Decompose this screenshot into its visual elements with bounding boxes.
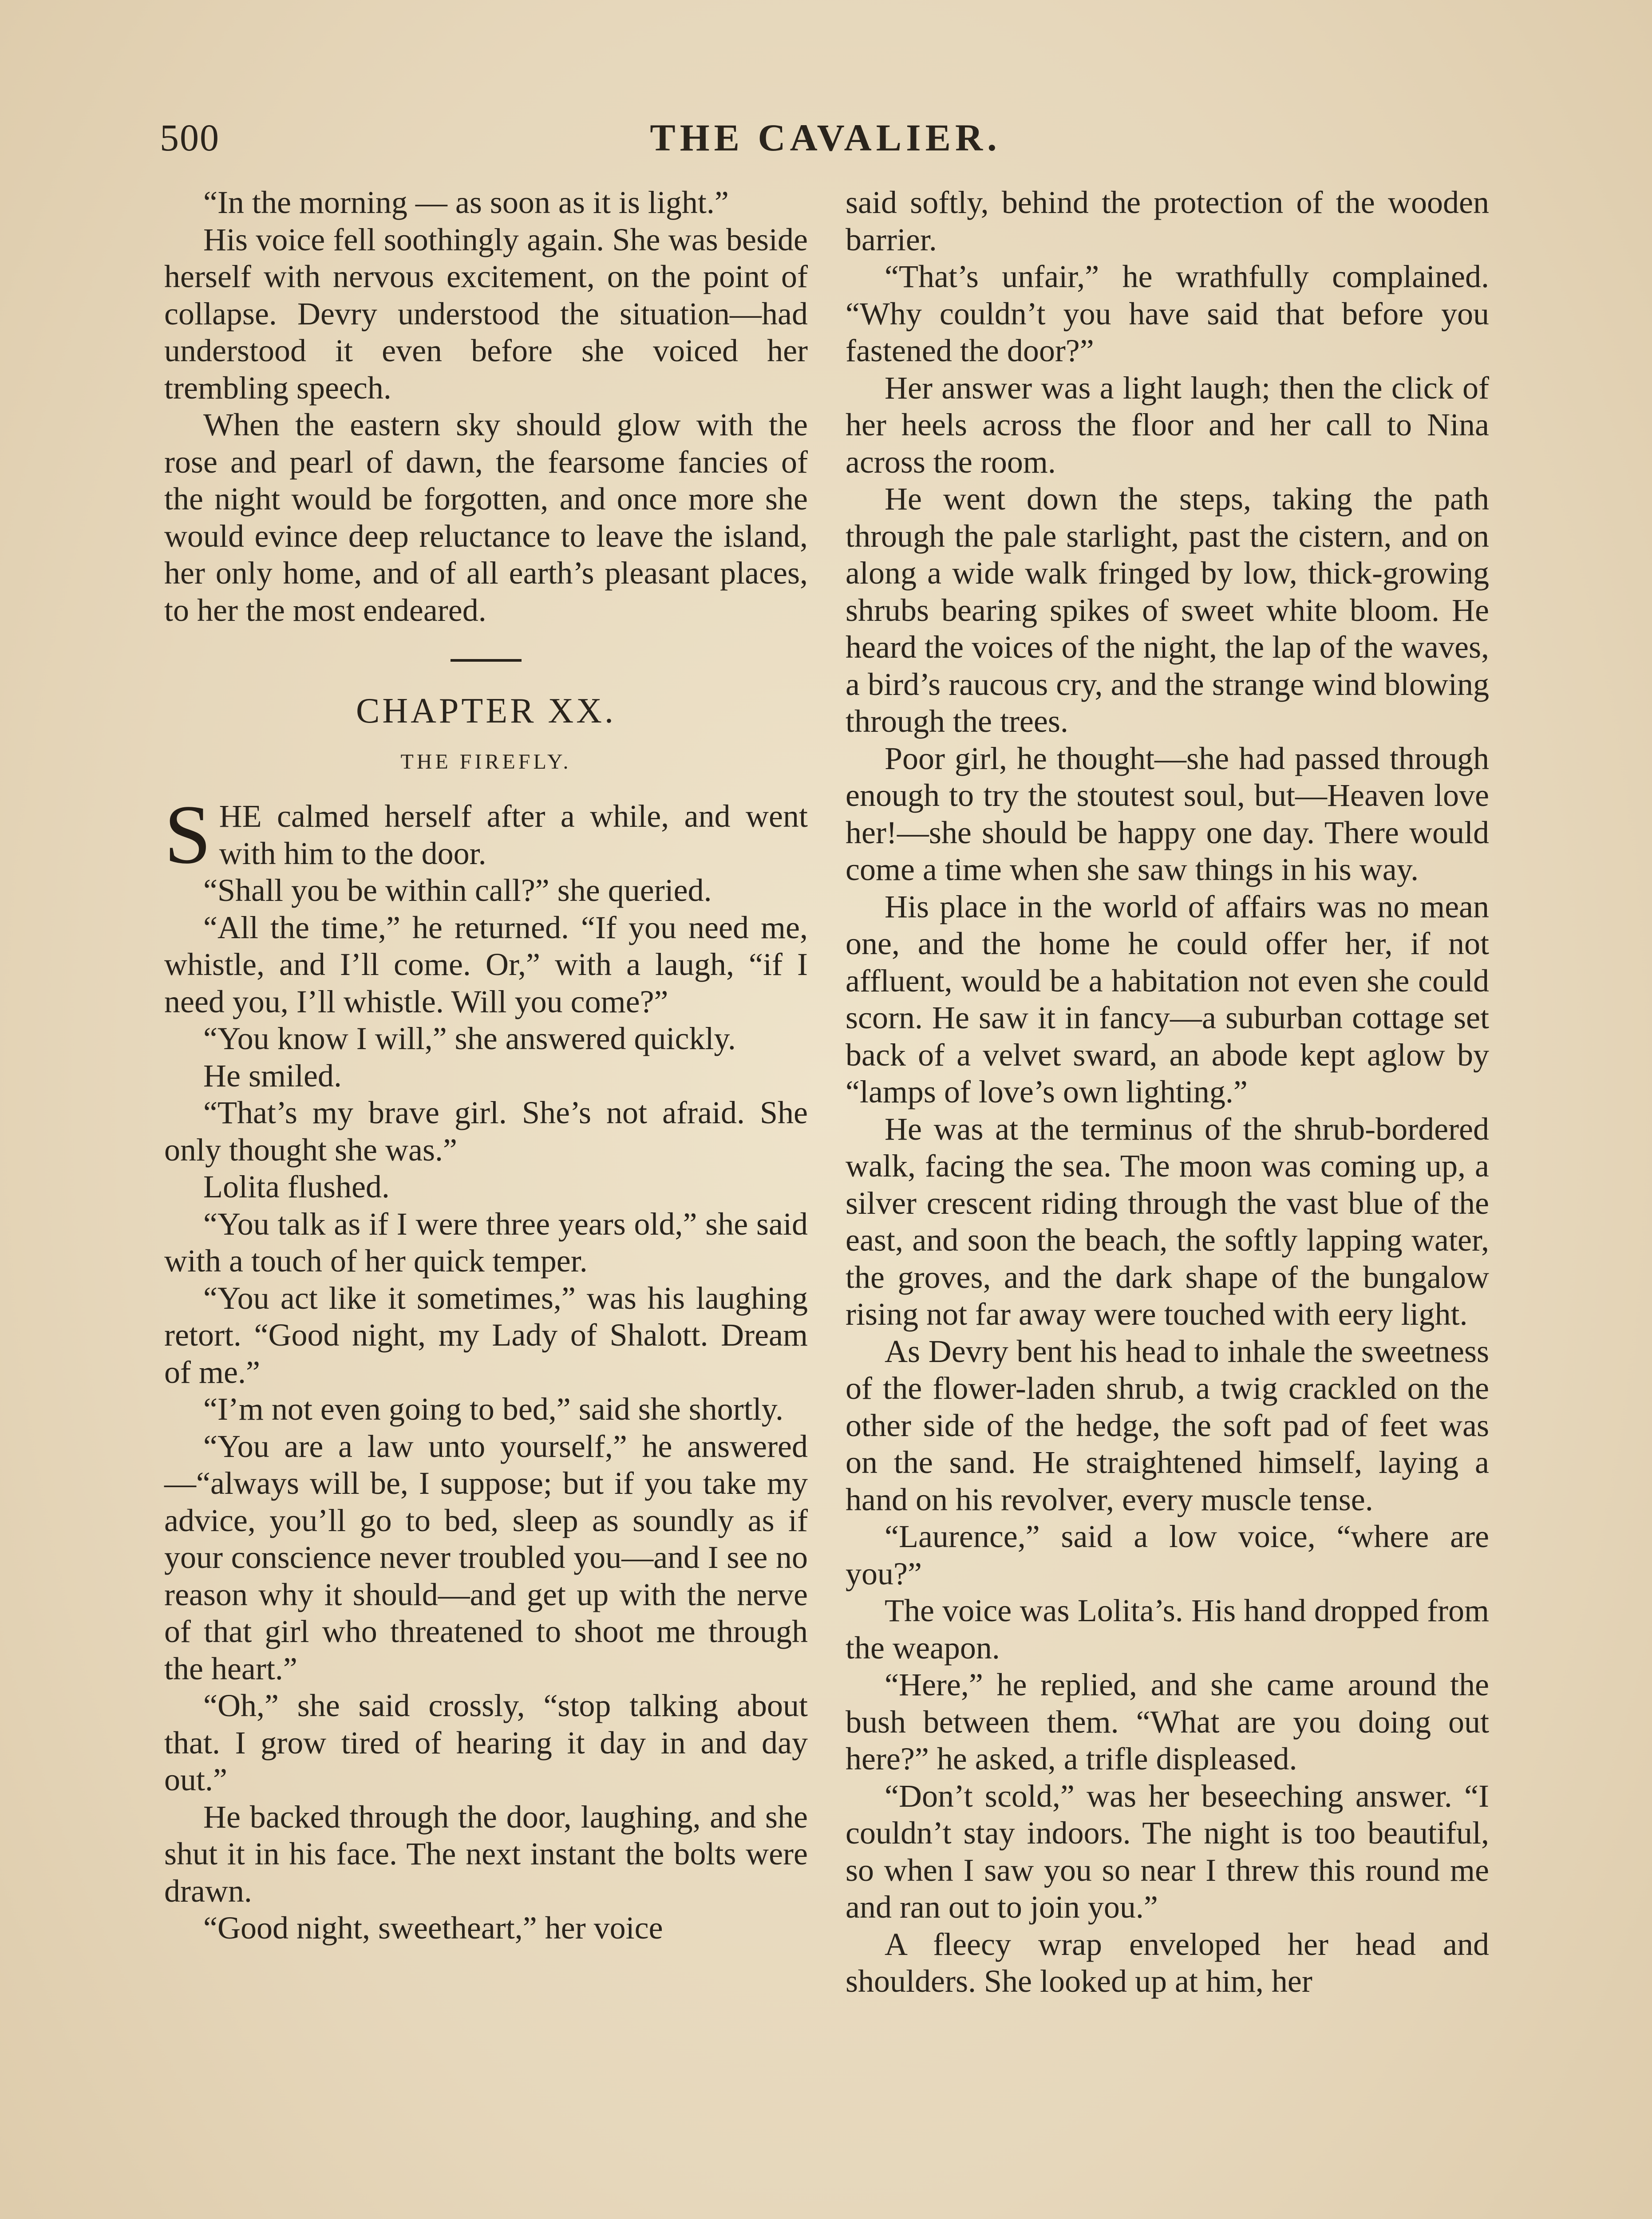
paragraph: As Devry bent his head to inhale the sweetness of the flower-laden shrub, a twig crackled on the other side of the hedge, the soft pad of feet was on the sand. He straightened himself, laying a hand on his revolver, every muscle tense. [846, 1333, 1489, 1517]
paragraph: Poor girl, he thought—she had passed through enough to try the stoutest soul, but—Heaven love her!—she should be happy one day. There would come a time when she saw things in his way. [846, 740, 1489, 887]
paragraph: “That’s my brave girl. She’s not afraid. She only thought she was.” [164, 1095, 808, 1168]
right-column [846, 184, 1489, 2000]
paragraph: “Oh,” she said crossly, “stop talking about that. I grow tired of hearing it day in and day out.” [164, 1688, 808, 1797]
paragraph: “In the morning — as soon as it is light.” [203, 185, 729, 220]
paragraph: The voice was Lolita’s. His hand dropped from the weapon. [846, 1593, 1489, 1666]
paragraph: He was at the terminus of the shrub-bordered walk, facing the sea. The moon was coming up, a silver crescent riding through the vast blue of the east, and soon the beach, the softly lapping water, the groves, and the dark shape of the bungalow rising not far away were touched with eery light. [846, 1111, 1489, 1332]
paragraph: “Here,” he replied, and she came around the bush between them. “What are you doing out here?” he asked, a trifle displeased. [846, 1667, 1489, 1777]
paragraph: He went down the steps, taking the path through the pale starlight, past the cistern, and on along a wide walk fringed by low, thick-growing shrubs bearing spikes of sweet white bloom. He heard the voices of the night, the lap of the waves, a bird’s raucous cry, and the strange wind blowing through the trees. [846, 481, 1489, 739]
paragraph: “I’m not even going to bed,” said she shortly. [203, 1391, 784, 1427]
opening-paragraph [164, 788, 808, 881]
paragraph: Lolita flushed. [203, 1169, 390, 1204]
paragraph: When the eastern sky should glow with the rose and pearl of dawn, the fearsome fancies of the night would be forgotten, and once more she would evince deep reluctance to leave the island, her only home, and of all earth’s pleasant places, to her the most endeared. [164, 407, 808, 628]
paragraph: A fleecy wrap enveloped her head and shoulders. She looked up at him, her [846, 1926, 1489, 1999]
paragraph: “You are a law unto yourself,” he answered—“always will be, I suppose; but if you take my advice, you’ll go to bed, sleep as soundly as if your conscience never troubled you—and I see no reason why it should—and get up with the nerve of that girl who threatened to shoot me through the heart.” [164, 1428, 808, 1686]
paragraph: “Laurence,” said a low voice, “where are you?” [846, 1519, 1489, 1591]
paragraph: “All the time,” he returned. “If you need me, whistle, and I’ll come. Or,” with a laugh, “if I need you, I’ll whistle. Will you come?” [164, 909, 808, 1019]
drop-cap: S [164, 788, 211, 881]
running-title: THE CAVALIER. [650, 116, 1001, 159]
paragraph: “You act like it sometimes,” was his laughing retort. “Good night, my Lady of Shalott. Dream of me.” [164, 1280, 808, 1390]
paragraph: Her answer was a light laugh; then the click of her heels across the floor and her call to Nina across the room. [846, 370, 1489, 480]
paragraph: “You talk as if I were three years old,” she said with a touch of her quick temper. [164, 1206, 808, 1279]
continued-line: said softly, behind the protection of the wooden barrier. [846, 185, 1489, 257]
opening-text: HE calmed herself after a while, and went with him to the door. [219, 798, 808, 871]
section-divider [451, 659, 522, 662]
paragraph: His place in the world of affairs was no mean one, and the home he could offer her, if not affluent, would be a habitation not even she could scorn. He saw it in fancy—a suburban cottage set back of a velvet sward, an abode kept aglow by “lamps of love’s own lighting.” [846, 888, 1489, 1110]
paragraph: He smiled. [203, 1058, 342, 1094]
paragraph: “You know I will,” she answered quickly. [203, 1021, 736, 1056]
paragraph: “Shall you be within call?” she queried. [203, 873, 712, 908]
chapter-title: CHAPTER XX. [356, 691, 617, 730]
paragraph: His voice fell soothingly again. She was beside herself with nervous excitement, on the point of collapse. Devry understood the situation—had understood it even before she voiced her trembling speech. [164, 221, 808, 406]
left-column [164, 184, 808, 1947]
page-header [160, 111, 1491, 169]
paragraph: He backed through the door, laughing, and she shut it in his face. The next instant the bolts were drawn. [164, 1799, 808, 1909]
page-number: 500 [160, 116, 220, 159]
chapter-subtitle: THE FIREFLY. [400, 750, 572, 774]
paragraph: “Don’t scold,” was her beseeching answer. “I couldn’t stay indoors. The night is too beautiful, so when I saw you so near I threw this round me and ran out to join you.” [846, 1778, 1489, 1925]
paragraph: “That’s unfair,” he wrathfully complained. “Why couldn’t you have said that before you fastened the door?” [846, 259, 1489, 368]
paragraph: “Good night, sweetheart,” her voice [203, 1910, 663, 1946]
